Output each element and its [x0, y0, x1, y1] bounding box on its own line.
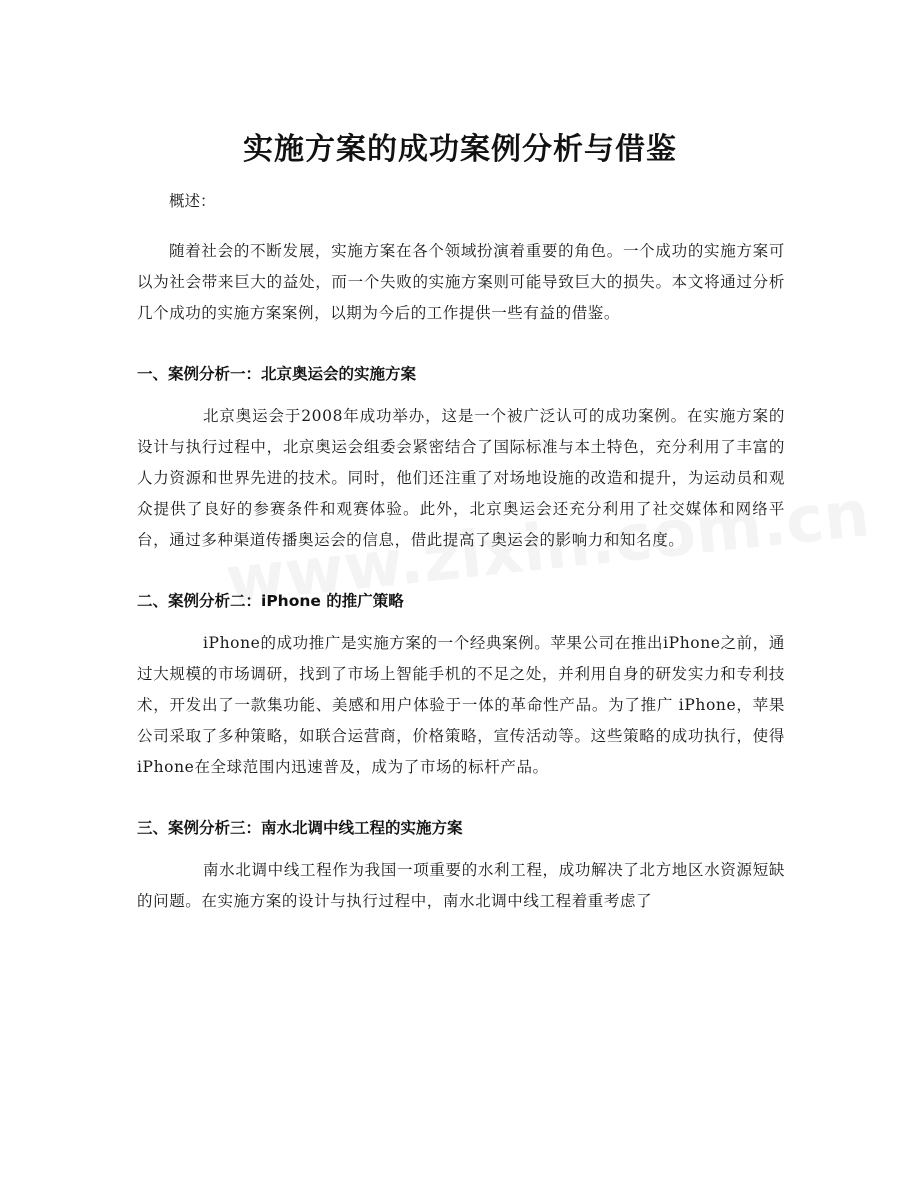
section-heading-2: 二、案例分析二：iPhone 的推广策略	[137, 592, 404, 610]
overview-label: 概述：	[169, 192, 216, 210]
document-body	[137, 183, 785, 917]
spacer	[137, 556, 785, 572]
document-title: 实施方案的成功案例分析与借鉴	[243, 132, 677, 168]
intro-paragraph: 随着社会的不断发展，实施方案在各个领域扮演着重要的角色。一个成功的实施方案可以为社会带来巨大的益处，而一个失败的实施方案则可能导致巨大的损失。本文将通过分析几个成功的实施方案案例，以期为今后的工作提供一些有益的借鉴。	[137, 242, 785, 322]
spacer	[137, 329, 785, 345]
section-body-1: 北京奥运会于2008年成功举办，这是一个被广泛认可的成功案例。在实施方案的设计与执行过程中，北京奥运会组委会紧密结合了国际标准与本土特色，充分利用了丰富的人力资源和世界先进的技术。同时，他们还注重了对场地设施的改造和提升，为运动员和观众提供了良好的参赛条件和观赛体验。此外，北京奥运会还充分利用了社交媒体和网络平台，通过多种渠道传播奥运会的信息，借此提高了奥运会的影响力和知名度。	[137, 407, 785, 549]
section-body-2: iPhone的成功推广是实施方案的一个经典案例。苹果公司在推出iPhone之前，通过大规模的市场调研，找到了市场上智能手机的不足之处，并利用自身的研发实力和专利技术，开发出了一款集功能、美感和用户体验于一体的革命性产品。为了推广 iPhone，苹果公司采取了多种策略，如联合运营商，价格策略，宣传活动等。这些策略的成功执行，使得 iPhone在全球范围内迅速普及，成为了市场的标杆产品。	[137, 634, 785, 776]
section-heading-3: 三、案例分析三：南水北调中线工程的实施方案	[137, 819, 463, 837]
section-heading-1: 一、案例分析一：北京奥运会的实施方案	[137, 365, 417, 383]
section-body-3: 南水北调中线工程作为我国一项重要的水利工程，成功解决了北方地区水资源短缺的问题。在实施方案的设计与执行过程中，南水北调中线工程着重考虑了	[137, 861, 785, 910]
spacer	[137, 783, 785, 799]
